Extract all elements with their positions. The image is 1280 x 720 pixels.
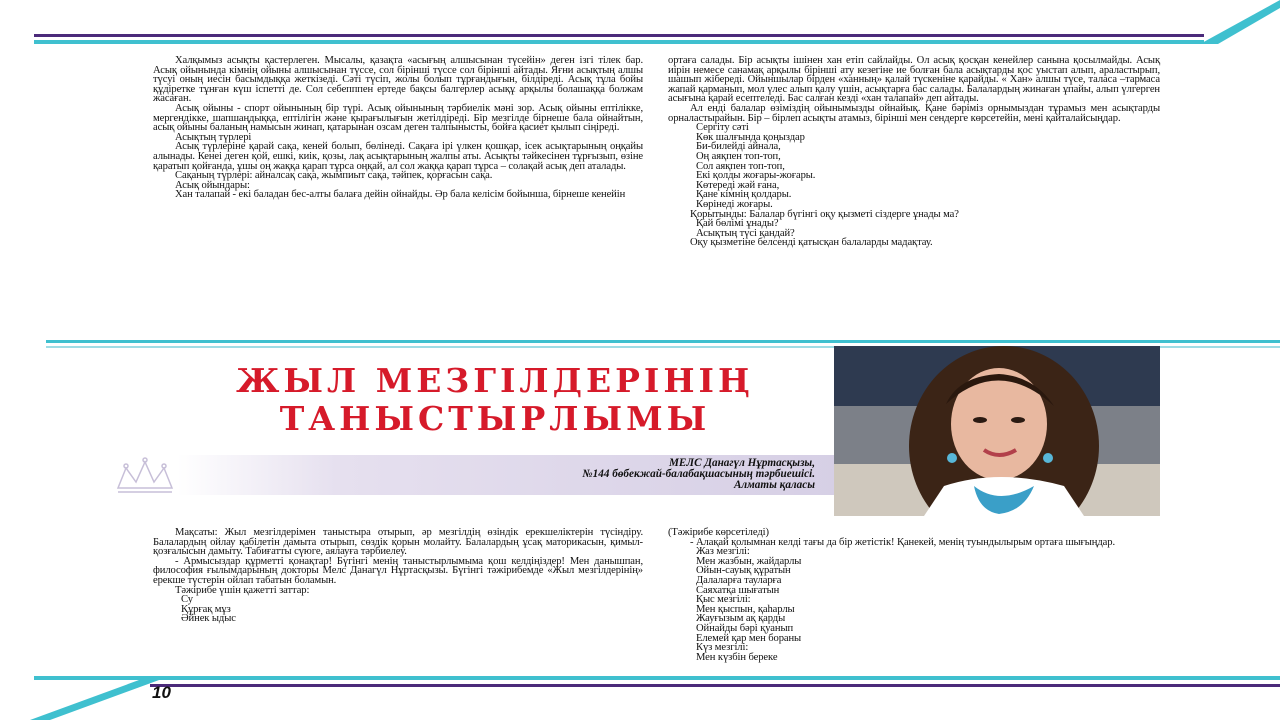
paragraph: Мен күзбін береке (696, 651, 778, 663)
paragraph: Асық ойыны - спорт ойынының бір түрі. Асық ойынының тәрбиелік мәні зор. Асық ойыны ептілікке, мергендікке, шапшаңдыққа, ептілігін және қырағылығын жетілдіреді. Бір мезгілде бірнеше бала ойнайтын, асық ойыны баланың намысын жинап, қатарынан озсам деген талпынысты, бойға қасиет қылып сіңіреді. (153, 102, 643, 134)
paragraph: Құрғақ мұз (181, 603, 231, 615)
paragraph: Елемей қар мен бораны (696, 632, 802, 644)
paragraph: Асықтың түсі қандай? (696, 227, 795, 239)
article-top-right-column (668, 56, 1160, 248)
paragraph: Ойнайды бәрі қуанып (696, 622, 794, 634)
bottom-divider-purple (150, 684, 1280, 687)
title-line-1: ЖЫЛ МЕЗГІЛДЕРІНІҢ (236, 361, 754, 400)
paragraph: Асықтың түрлері (175, 131, 252, 143)
paragraph: - Армысыздар құрметті қонақтар! Бүгінгі менің таныстырлымыма қош келдіңіздер! Мен данышпан, философия ғылымдарының докторы Мелс Данагүл Нұртасқызы. Бүгінгі тәжірибемде «Жыл мезгілдерінің» ерекше түстерін ойлап табатын боламын. (153, 555, 643, 586)
paragraph: Оң аяқпен топ-топ, (696, 150, 781, 162)
paragraph: Қорытынды: Балалар бүгінгі оқу қызметі сіздерге ұнады ма? (690, 208, 959, 220)
author-photo (834, 346, 1160, 516)
bottom-divider-teal (34, 676, 1280, 680)
paragraph: Би-билейді айнала, (696, 141, 781, 153)
paragraph: Күз мезгілі: (696, 642, 749, 654)
top-corner-accent (1140, 0, 1280, 44)
paragraph: Қыс мезгілі: (696, 594, 751, 606)
paragraph: Тәжірибе үшін қажетті заттар: (175, 584, 310, 596)
paragraph: Мен жазбын, жайдарлы (696, 555, 802, 567)
paragraph: Мен қыспын, қаһарлы (696, 603, 795, 615)
paragraph: Екі қолды жоғары-жоғары. (696, 170, 816, 182)
author-credit (300, 458, 815, 491)
article-bottom-left-column (153, 528, 643, 624)
paragraph: Хан талапай - екі баладан бес-алты балаға дейін ойнайды. Әр бала келісім бойынша, бірнеше кенейін (175, 189, 626, 201)
paragraph: Оқу қызметіне белсенді қатысқан балаларды мадақтау. (690, 237, 933, 249)
paragraph: Асық ойындары: (175, 179, 250, 191)
paragraph: Жауғызым ақ қарды (696, 613, 786, 625)
article-top-left-column (153, 56, 643, 200)
paragraph: - Алақай қолымнан келді тағы да бір жетістік! Қанекей, менің туындылырым ортаға шығыңдар. (690, 536, 1116, 548)
paragraph: Көтереді жәй ғана, (696, 179, 780, 191)
paragraph: Сол аяқпен топ-топ, (696, 160, 785, 172)
paragraph: ортаға салады. Бір асықты ішінен хан етіп сайлайды. Ол асық қосқан кенейлер санына қосылмайды. Асық иірін немесе санамақ арқылы бірінші ату кезегіне ие болған бала асықтарды қос уыстап алып, араластырып, шашып жібереді. Ойыншылар бірден «ханның» қалай түскеніне қарайды. « Хан» алшы түсе, таласа –тармаса жапай қарманып, мол үлес алып қалу үшін, асықтарға бас салады. Балалардың жинаған ұпайы, алып үлгерген асығына қарай есептеледі. Бас салған кезді «хан талапай» деп айтады. (668, 55, 1160, 105)
portrait-illustration (834, 346, 1160, 516)
paragraph: Халқымыз асықты қастерлеген. Мысалы, қазақта «асығың алшысынан түсейін» деген ізгі тілек бар. Асық ойынында кімнің ойыны алшысынан түссе, сол бірінші түссе сол бірінші айтады. Яғни асықтың алшы түсуі оның иесін басымдыққа жеткізеді. Сәті түсіп, жолы болып тұрғандығын, білдіреді. Асық тұла бойы құдіретке тұнған күш іспетті де. Сол себепппен ертеде бақсы балгерлер асықұ арқылы болашаққа болжам жасаған. (153, 55, 643, 105)
article-bottom-right-column (668, 528, 1160, 662)
paragraph: Саяхатқа шығатын (696, 584, 780, 596)
author-city: Алматы қаласы (733, 479, 815, 491)
paragraph: Далаларға тауларға (696, 574, 782, 586)
paragraph: Көк шалғында қоңыздар (696, 131, 805, 143)
paragraph: Әйнек ыдыс (181, 613, 236, 625)
author-name: МЕЛС Данагүл Нұртасқызы, (668, 457, 815, 469)
paragraph: Көрінеді жоғары. (696, 198, 773, 210)
crown-ornament-icon (110, 452, 180, 500)
paragraph: Сергіту сәті (696, 122, 749, 134)
paragraph: Асық түрлеріне қарай сақа, кеней болып, бөлінеді. Сақаға ірі үлкен қошқар, ісек асықтарының оңқайы алынады. Кенеі деген қой, ешкі, киік, қозы, лақ асықтарының жалпы аты. Асықты тәйкесінен тұрғызып, өзіне қаратып қойғанда, ұшы оң жаққа қарап тұрса оңқай, ал сол жаққа қарап тұрса – солақай асық деп аталады. (153, 141, 643, 172)
paragraph: Ойын-сауық құратын (696, 565, 791, 577)
paragraph: Ал енді балалар өзіміздің ойынымызды ойнайық. Қане бәріміз орнымыздан тұрамыз мен асықтарды орналастырайын. Бір – бірлеп асықты атамыз, бірінші мен сендерге көрсетейін, мені қайталайсыңдар. (668, 102, 1160, 124)
paragraph: (Тәжірибе көрсетіледі) (668, 527, 769, 538)
paragraph: Су (181, 594, 193, 606)
paragraph: Қане кімнің қолдары. (696, 189, 792, 201)
mid-divider-teal (46, 340, 1280, 343)
page-number: 10 (152, 683, 171, 702)
paragraph: Мақсаты: Жыл мезгілдерімен таныстыра отырып, әр мезгілдің өзіндік ерекшеліктерін түсіндіру. Балалардың ойлау қабілетін дамыта отырып, сөздік қорын молайту. Балалардың ұсақ маторикасын, қимыл-қозғалысын дамыту. Табиғатты сүюге, аялауға тәрбиелеу. (153, 527, 643, 558)
paragraph: Жаз мезгілі: (696, 546, 750, 558)
top-divider-teal (34, 40, 1204, 44)
paragraph: Қай бөлімі ұнады? (696, 218, 779, 230)
top-divider-purple (34, 34, 1204, 37)
article-title (155, 362, 835, 438)
author-position: №144 бөбекжай-балабақшасының тәрбиешісі. (582, 468, 815, 480)
title-line-2: ТАНЫСТЫРЛЫМЫ (279, 399, 711, 438)
paragraph: Сақаның түрлері: айналсақ сақа, жымпиыт сақа, тәйпек, қорғасын сақа. (175, 170, 493, 182)
